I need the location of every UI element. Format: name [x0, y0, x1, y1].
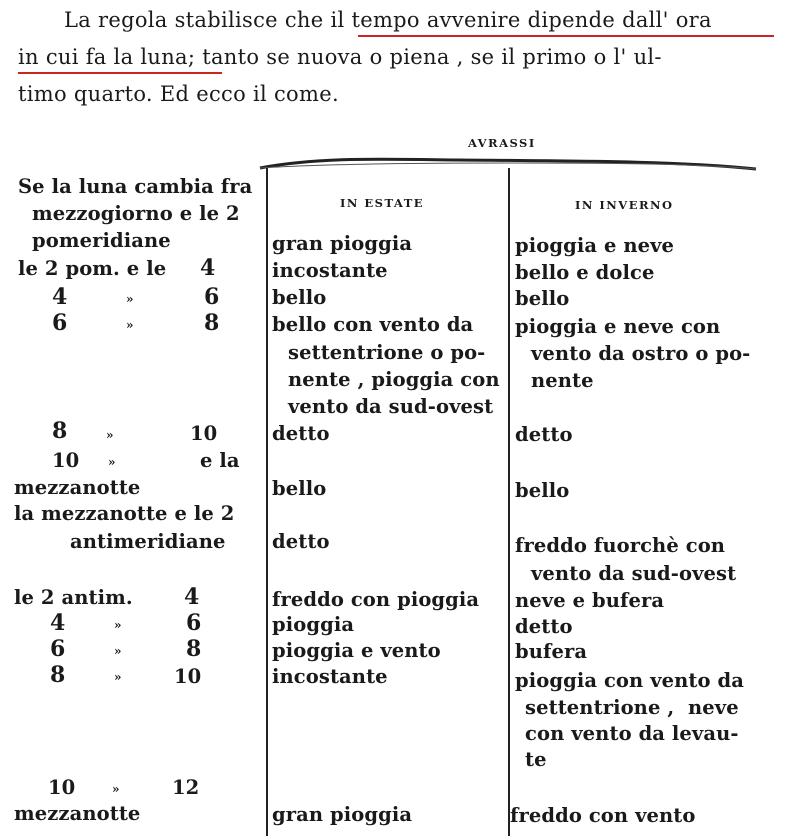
intro-line-3: timo quarto. Ed ecco il come. — [18, 82, 339, 106]
row4-from: 8 — [52, 418, 68, 444]
row2-estate: bello — [272, 286, 327, 309]
row4-dash: » — [106, 428, 114, 442]
column-divider-right — [508, 168, 510, 836]
row2-inverno: bello — [515, 287, 570, 310]
row11-dash: » — [112, 782, 120, 796]
row0-estate: gran pioggia — [272, 232, 413, 255]
red-underline-1 — [358, 35, 774, 37]
row5-label-line2: mezzanotte — [14, 476, 141, 499]
row3-from: 6 — [52, 310, 68, 336]
row6-label-line2: antimeridiane — [70, 530, 226, 553]
row3-to: 8 — [204, 310, 220, 336]
row6-inverno-line1: freddo fuorchè con — [515, 534, 726, 557]
row8-from: 4 — [50, 610, 66, 636]
row5-dash: » — [108, 455, 116, 469]
row9-inverno: bufera — [515, 640, 588, 663]
column-header-estate: IN ESTATE — [340, 196, 425, 210]
intro-line-1: La regola stabilisce che il tempo avvenire dipende dall' ora — [64, 8, 712, 32]
column-header-inverno: IN INVERNO — [575, 198, 674, 212]
row8-dash: » — [114, 618, 122, 632]
row3-dash: » — [126, 318, 134, 332]
row1-label: le 2 pom. e le — [18, 257, 167, 280]
row3-inverno-line2: vento da ostro o po- — [531, 342, 751, 365]
row7-inverno: neve e bufera — [515, 589, 665, 612]
row0-inverno: pioggia e neve — [515, 234, 675, 257]
row0-label-line3: pomeridiane — [32, 229, 171, 252]
row4-inverno: detto — [515, 423, 573, 446]
row1-estate: incostante — [272, 259, 388, 282]
row3-estate-line4: vento da sud-ovest — [288, 395, 494, 418]
row1-to: 4 — [200, 255, 216, 281]
row11-from: 10 — [48, 776, 76, 799]
row0-label-line2: mezzogiorno e le 2 — [32, 202, 240, 225]
row7-label: le 2 antim. — [14, 586, 133, 609]
row9-estate: pioggia e vento — [272, 639, 441, 662]
row0-label-line1: Se la luna cambia fra — [18, 175, 253, 198]
row10-estate: incostante — [272, 665, 388, 688]
row2-to: 6 — [204, 284, 220, 310]
row11-estate: gran pioggia — [272, 803, 413, 826]
row1-inverno: bello e dolce — [515, 261, 655, 284]
row6-inverno-line2: vento da sud-ovest — [531, 562, 737, 585]
row7-to: 4 — [184, 584, 200, 610]
row10-to: 10 — [174, 665, 202, 688]
row8-inverno: detto — [515, 615, 573, 638]
row4-estate: detto — [272, 422, 330, 445]
row3-estate-line3: nente , pioggia con — [288, 368, 500, 391]
row3-inverno-line1: pioggia e neve con — [515, 315, 721, 338]
row2-from: 4 — [52, 284, 68, 310]
group-header: AVRASSI — [468, 136, 536, 150]
row5-to: e la — [200, 449, 240, 472]
row8-estate: pioggia — [272, 613, 355, 636]
row10-inverno-line1: pioggia con vento da — [515, 669, 744, 692]
row10-inverno-line4: te — [525, 748, 547, 771]
row3-estate-line1: bello con vento da — [272, 313, 474, 336]
row5-estate: bello — [272, 477, 327, 500]
row8-to: 6 — [186, 610, 202, 636]
row10-inverno-line3: con vento da levau- — [525, 722, 739, 745]
row3-inverno-line3: nente — [531, 369, 594, 392]
row10-dash: » — [114, 670, 122, 684]
red-underline-2 — [18, 72, 222, 74]
row7-estate: freddo con pioggia — [272, 588, 480, 611]
row11-inverno: freddo con vento — [510, 804, 696, 827]
row3-estate-line2: settentrione o po- — [288, 341, 486, 364]
row9-dash: » — [114, 644, 122, 658]
row9-from: 6 — [50, 636, 66, 662]
row5-inverno: bello — [515, 479, 570, 502]
row6-label-line1: la mezzanotte e le 2 — [14, 502, 235, 525]
row11-to: 12 — [172, 776, 200, 799]
row4-to: 10 — [190, 422, 218, 445]
row9-to: 8 — [186, 636, 202, 662]
row2-dash: » — [126, 292, 134, 306]
row5-from: 10 — [52, 449, 80, 472]
row10-from: 8 — [50, 662, 66, 688]
row6-estate: detto — [272, 530, 330, 553]
row10-inverno-line2: settentrione , neve — [525, 696, 739, 719]
column-divider-left — [266, 168, 268, 836]
row11-label-line2: mezzanotte — [14, 802, 141, 825]
intro-line-2: in cui fa la luna; tanto se nuova o piena , se il primo o l' ul- — [18, 45, 662, 69]
